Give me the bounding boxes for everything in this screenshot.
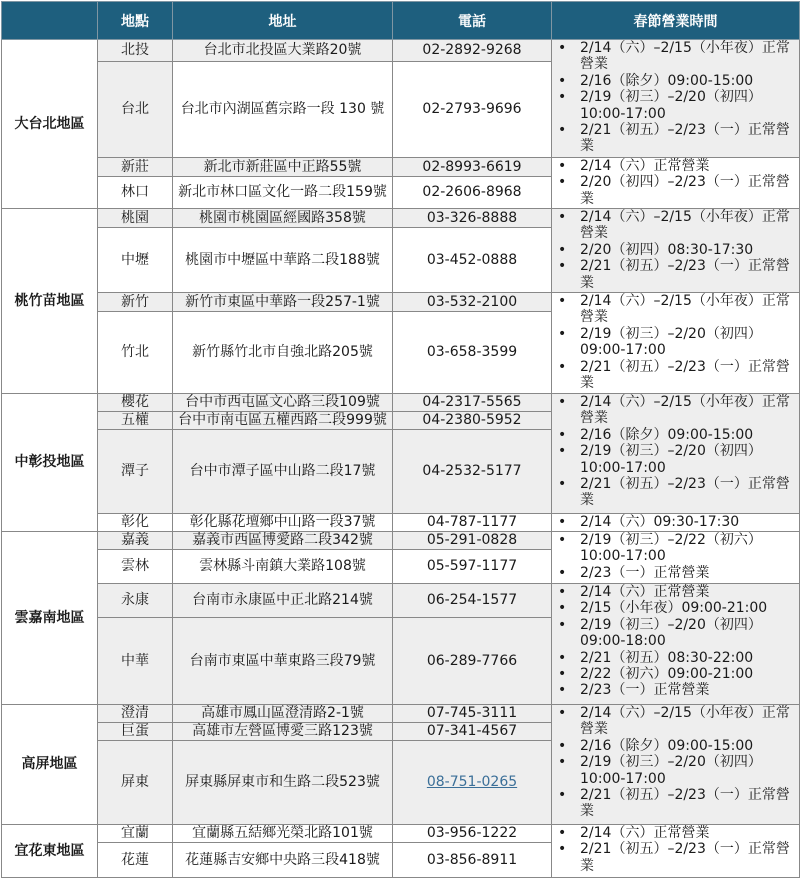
location-cell: 中華 — [98, 618, 173, 705]
hours-list — [552, 584, 799, 699]
phone-cell: 04-2532-5177 — [393, 430, 552, 514]
location-cell: 五權 — [98, 412, 173, 430]
address-cell: 新北市林口區文化一路二段159號 — [173, 177, 393, 209]
hours-list — [552, 705, 799, 820]
location-cell: 彰化 — [98, 514, 173, 532]
location-cell: 澄清 — [98, 705, 173, 723]
location-cell: 桃園 — [98, 209, 173, 228]
hours-list — [552, 825, 799, 874]
phone-cell: 06-289-7766 — [393, 618, 552, 705]
hours-item: • 2/14（六）–2/15（小年夜）正常營業 — [552, 40, 799, 73]
hours-item: • 2/19（初三）–2/20（初四）09:00-18:00 — [552, 617, 799, 650]
table-row — [2, 514, 800, 532]
hours-item: • 2/20（初四）–2/23（一）正常營業 — [552, 174, 799, 207]
hours-item: • 2/19（初三）–2/20（初四）10:00-17:00 — [552, 89, 799, 122]
hours-item: • 2/21（初五）08:30-22:00 — [552, 650, 799, 666]
address-cell: 嘉義市西區博愛路二段342號 — [173, 532, 393, 550]
address-cell: 彰化縣花壇鄉中山路一段37號 — [173, 514, 393, 532]
hours-item: • 2/19（初三）–2/20（初四）09:00-17:00 — [552, 326, 799, 359]
hours-item: • 2/14（六）正常營業 — [552, 584, 799, 600]
address-cell: 新竹縣竹北市自強北路205號 — [173, 312, 393, 394]
hours-item: • 2/21（初五）–2/23（一）正常營業 — [552, 476, 799, 509]
phone-cell: 04-2380-5952 — [393, 412, 552, 430]
hours-list — [552, 394, 799, 509]
header-location: 地點 — [98, 2, 173, 40]
address-cell: 台北市內湖區舊宗路一段 130 號 — [173, 62, 393, 158]
location-cell: 新莊 — [98, 158, 173, 177]
hours-item: • 2/22（初六）09:00-21:00 — [552, 666, 799, 682]
hours-cell — [552, 293, 800, 394]
location-cell: 林口 — [98, 177, 173, 209]
region-label: 大台北地區 — [2, 40, 98, 209]
header-address: 地址 — [173, 2, 393, 40]
region-label: 宜花東地區 — [2, 825, 98, 878]
phone-cell: 02-2606-8968 — [393, 177, 552, 209]
address-cell: 新北市新莊區中正路55號 — [173, 158, 393, 177]
location-cell: 屏東 — [98, 741, 173, 825]
phone-cell: 03-956-1222 — [393, 825, 552, 843]
phone-cell: 02-8993-6619 — [393, 158, 552, 177]
table-row — [2, 40, 800, 62]
hours-list — [552, 293, 799, 391]
table-row — [2, 825, 800, 843]
hours-item: • 2/19（初三）–2/20（初四）10:00-17:00 — [552, 443, 799, 476]
location-cell: 嘉義 — [98, 532, 173, 550]
hours-item: • 2/14（六）–2/15（小年夜）正常營業 — [552, 293, 799, 326]
location-cell: 潭子 — [98, 430, 173, 514]
hours-item: • 2/14（六）–2/15（小年夜）正常營業 — [552, 209, 799, 242]
hours-list — [552, 532, 799, 581]
address-cell: 台南市東區中華東路三段79號 — [173, 618, 393, 705]
hours-item: • 2/16（除夕）09:00-15:00 — [552, 738, 799, 754]
hours-cell — [552, 40, 800, 158]
table-row — [2, 584, 800, 618]
phone-cell: 07-341-4567 — [393, 723, 552, 741]
phone-cell: 03-856-8911 — [393, 843, 552, 878]
table-header-row — [2, 2, 800, 40]
address-cell: 新竹市東區中華路一段257-1號 — [173, 293, 393, 312]
hours-list — [552, 158, 799, 207]
hours-item: • 2/19（初三）–2/22（初六）10:00-17:00 — [552, 532, 799, 565]
hours-cell — [552, 584, 800, 705]
phone-cell — [393, 741, 552, 825]
location-cell: 台北 — [98, 62, 173, 158]
hours-item: • 2/14（六）正常營業 — [552, 825, 799, 841]
address-cell: 台中市西屯區文心路三段109號 — [173, 394, 393, 412]
address-cell: 台中市潭子區中山路二段17號 — [173, 430, 393, 514]
address-cell: 宜蘭縣五結鄉光榮北路101號 — [173, 825, 393, 843]
phone-cell: 05-597-1177 — [393, 550, 552, 584]
region-label: 中彰投地區 — [2, 394, 98, 532]
address-cell: 花蓮縣吉安鄉中央路三段418號 — [173, 843, 393, 878]
hours-cell — [552, 394, 800, 514]
location-cell: 宜蘭 — [98, 825, 173, 843]
phone-cell: 02-2793-9696 — [393, 62, 552, 158]
header-hours: 春節營業時間 — [552, 2, 800, 40]
hours-cell — [552, 514, 800, 532]
hours-item: • 2/21（初五）–2/23（一）正常營業 — [552, 258, 799, 291]
address-cell: 台南市永康區中正北路214號 — [173, 584, 393, 618]
hours-item: • 2/21（初五）–2/23（一）正常營業 — [552, 122, 799, 155]
phone-cell: 03-452-0888 — [393, 228, 552, 293]
table-row — [2, 705, 800, 723]
hours-item: • 2/14（六）–2/15（小年夜）正常營業 — [552, 705, 799, 738]
region-label: 雲嘉南地區 — [2, 532, 98, 705]
phone-cell: 06-254-1577 — [393, 584, 552, 618]
hours-item: • 2/20（初四）08:30-17:30 — [552, 242, 799, 258]
hours-cell — [552, 209, 800, 293]
hours-list — [552, 40, 799, 155]
table-row — [2, 209, 800, 228]
location-cell: 永康 — [98, 584, 173, 618]
region-label: 高屏地區 — [2, 705, 98, 825]
hours-item: • 2/16（除夕）09:00-15:00 — [552, 73, 799, 89]
hours-item: • 2/14（六）–2/15（小年夜）正常營業 — [552, 394, 799, 427]
header-region — [2, 2, 98, 40]
phone-cell: 03-658-3599 — [393, 312, 552, 394]
location-cell: 北投 — [98, 40, 173, 62]
hours-item: • 2/21（初五）–2/23（一）正常營業 — [552, 787, 799, 820]
phone-cell: 04-787-1177 — [393, 514, 552, 532]
location-cell: 巨蛋 — [98, 723, 173, 741]
location-cell: 花蓮 — [98, 843, 173, 878]
address-cell: 雲林縣斗南鎮大業路108號 — [173, 550, 393, 584]
hours-cell — [552, 705, 800, 825]
phone-cell: 03-326-8888 — [393, 209, 552, 228]
location-cell: 雲林 — [98, 550, 173, 584]
phone-cell: 02-2892-9268 — [393, 40, 552, 62]
hours-item: • 2/15（小年夜）09:00-21:00 — [552, 600, 799, 616]
phone-cell: 07-745-3111 — [393, 705, 552, 723]
hours-cell — [552, 532, 800, 584]
phone-cell: 03-532-2100 — [393, 293, 552, 312]
location-cell: 竹北 — [98, 312, 173, 394]
address-cell: 高雄市左營區博愛三路123號 — [173, 723, 393, 741]
table-row — [2, 158, 800, 177]
hours-cell — [552, 825, 800, 878]
hours-item: • 2/23（一）正常營業 — [552, 682, 799, 698]
table-row — [2, 394, 800, 412]
hours-cell — [552, 158, 800, 209]
address-cell: 屏東縣屏東市和生路二段523號 — [173, 741, 393, 825]
hours-item: • 2/19（初三）–2/20（初四）10:00-17:00 — [552, 754, 799, 787]
store-hours-table — [1, 1, 800, 878]
table-row — [2, 532, 800, 550]
hours-item: • 2/21（初五）–2/23（一）正常營業 — [552, 841, 799, 874]
address-cell: 桃園市中壢區中華路二段188號 — [173, 228, 393, 293]
hours-item: • 2/16（除夕）09:00-15:00 — [552, 427, 799, 443]
phone-link[interactable]: 08-751-0265 — [426, 774, 518, 790]
address-cell: 桃園市桃園區經國路358號 — [173, 209, 393, 228]
hours-item: • 2/14（六）正常營業 — [552, 158, 799, 174]
hours-list — [552, 209, 799, 291]
hours-list — [552, 514, 799, 530]
phone-cell: 04-2317-5565 — [393, 394, 552, 412]
hours-item: • 2/14（六）09:30-17:30 — [552, 514, 799, 530]
location-cell: 新竹 — [98, 293, 173, 312]
phone-cell: 05-291-0828 — [393, 532, 552, 550]
location-cell: 櫻花 — [98, 394, 173, 412]
region-label: 桃竹苗地區 — [2, 209, 98, 394]
address-cell: 台北市北投區大業路20號 — [173, 40, 393, 62]
hours-item: • 2/21（初五）–2/23（一）正常營業 — [552, 359, 799, 392]
address-cell: 台中市南屯區五權西路二段999號 — [173, 412, 393, 430]
location-cell: 中壢 — [98, 228, 173, 293]
table-row — [2, 293, 800, 312]
hours-item: • 2/23（一）正常營業 — [552, 565, 799, 581]
header-phone: 電話 — [393, 2, 552, 40]
address-cell: 高雄市鳳山區澄清路2-1號 — [173, 705, 393, 723]
